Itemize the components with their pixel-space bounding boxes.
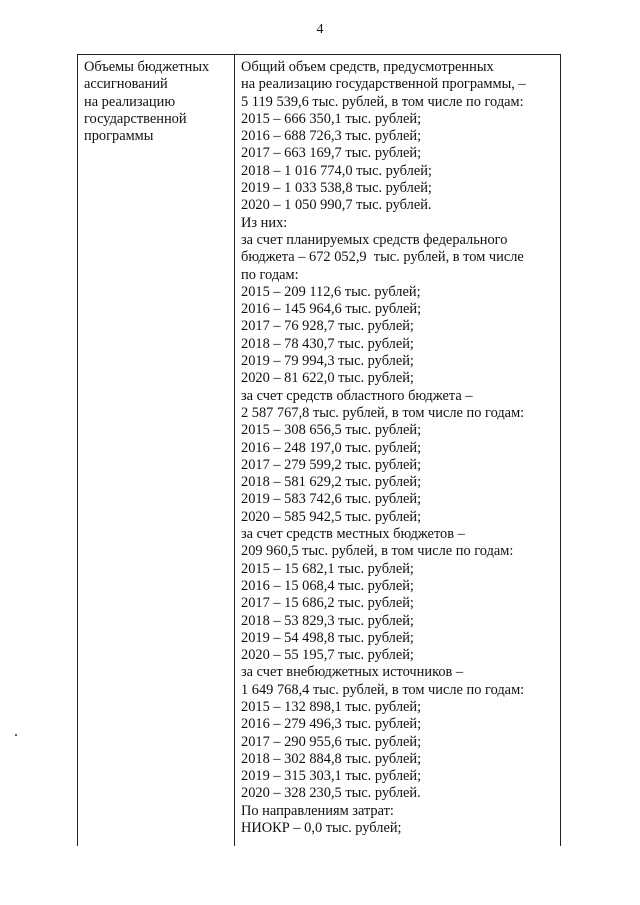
content-line: 2018 – 1 016 774,0 тыс. рублей;: [241, 162, 432, 179]
label-line: государственной: [84, 110, 187, 127]
content-line: 2020 – 81 622,0 тыс. рублей;: [241, 370, 414, 387]
content-line: 2018 – 53 829,3 тыс. рублей;: [241, 612, 414, 629]
content-line: НИОКР – 0,0 тыс. рублей;: [241, 820, 402, 837]
content-line: 2019 – 79 994,3 тыс. рублей;: [241, 353, 414, 370]
label-line: на реализацию: [84, 93, 176, 110]
content-line: Из них:: [241, 214, 288, 231]
label-cell: [78, 55, 235, 847]
content-line: 2019 – 315 303,1 тыс. рублей;: [241, 768, 422, 785]
table-row: [78, 55, 561, 847]
content-line: 2020 – 328 230,5 тыс. рублей.: [241, 785, 421, 802]
content-line: 2017 – 290 955,6 тыс. рублей;: [241, 733, 422, 750]
content-line: 2 587 767,8 тыс. рублей, в том числе по годам:: [241, 404, 525, 421]
content-line: 2015 – 666 350,1 тыс. рублей;: [241, 110, 422, 127]
content-line: 1 649 768,4 тыс. рублей, в том числе по годам:: [241, 681, 525, 698]
content-line: 2017 – 76 928,7 тыс. рублей;: [241, 318, 414, 335]
content-line: бюджета – 672 052,9 тыс. рублей, в том числе: [241, 249, 524, 266]
content-line: за счет средств областного бюджета –: [241, 387, 473, 404]
content-line: 2017 – 279 599,2 тыс. рублей;: [241, 456, 422, 473]
content-line: 2016 – 688 726,3 тыс. рублей;: [241, 128, 422, 145]
content-line: 2019 – 1 033 538,8 тыс. рублей;: [241, 180, 432, 197]
content-line: 5 119 539,6 тыс. рублей, в том числе по годам:: [241, 93, 524, 110]
content-line: 2018 – 302 884,8 тыс. рублей;: [241, 750, 422, 767]
label-line: программы: [84, 128, 154, 145]
content-line: по годам:: [241, 266, 299, 283]
content-line: 2016 – 145 964,6 тыс. рублей;: [241, 301, 422, 318]
content-line: 2017 – 663 169,7 тыс. рублей;: [241, 145, 422, 162]
content-line: 2015 – 132 898,1 тыс. рублей;: [241, 698, 422, 715]
content-line: 2016 – 248 197,0 тыс. рублей;: [241, 439, 422, 456]
content-line: 2020 – 1 050 990,7 тыс. рублей.: [241, 197, 432, 214]
content-line: 2018 – 78 430,7 тыс. рублей;: [241, 335, 414, 352]
scan-speck: [15, 734, 17, 736]
content-line: 2019 – 54 498,8 тыс. рублей;: [241, 629, 414, 646]
content-line: 2018 – 581 629,2 тыс. рублей;: [241, 474, 422, 491]
content-line: за счет средств местных бюджетов –: [241, 526, 465, 543]
content-line: 2017 – 15 686,2 тыс. рублей;: [241, 595, 414, 612]
label-line: Объемы бюджетных: [84, 59, 210, 75]
content-text: [241, 59, 554, 837]
content-line: Общий объем средств, предусмотренных: [241, 59, 494, 75]
content-line: 2016 – 15 068,4 тыс. рублей;: [241, 577, 414, 594]
content-cell: [235, 55, 561, 847]
content-line: за счет планируемых средств федерального: [241, 231, 508, 248]
budget-allocation-table: [77, 54, 561, 846]
page-number: 4: [316, 22, 324, 37]
label-line: ассигнований: [84, 76, 168, 93]
content-line: 2015 – 308 656,5 тыс. рублей;: [241, 422, 422, 439]
content-line: на реализацию государственной программы, –: [241, 76, 526, 93]
content-line: 2020 – 55 195,7 тыс. рублей;: [241, 647, 414, 664]
content-line: По направлениям затрат:: [241, 802, 394, 819]
content-line: 2015 – 15 682,1 тыс. рублей;: [241, 560, 414, 577]
content-line: 209 960,5 тыс. рублей, в том числе по годам:: [241, 543, 514, 560]
content-line: 2015 – 209 112,6 тыс. рублей;: [241, 283, 421, 300]
content-line: за счет внебюджетных источников –: [241, 664, 464, 681]
content-line: 2016 – 279 496,3 тыс. рублей;: [241, 716, 422, 733]
label-text: [84, 59, 228, 145]
content-line: 2019 – 583 742,6 тыс. рублей;: [241, 491, 422, 508]
content-line: 2020 – 585 942,5 тыс. рублей;: [241, 508, 422, 525]
